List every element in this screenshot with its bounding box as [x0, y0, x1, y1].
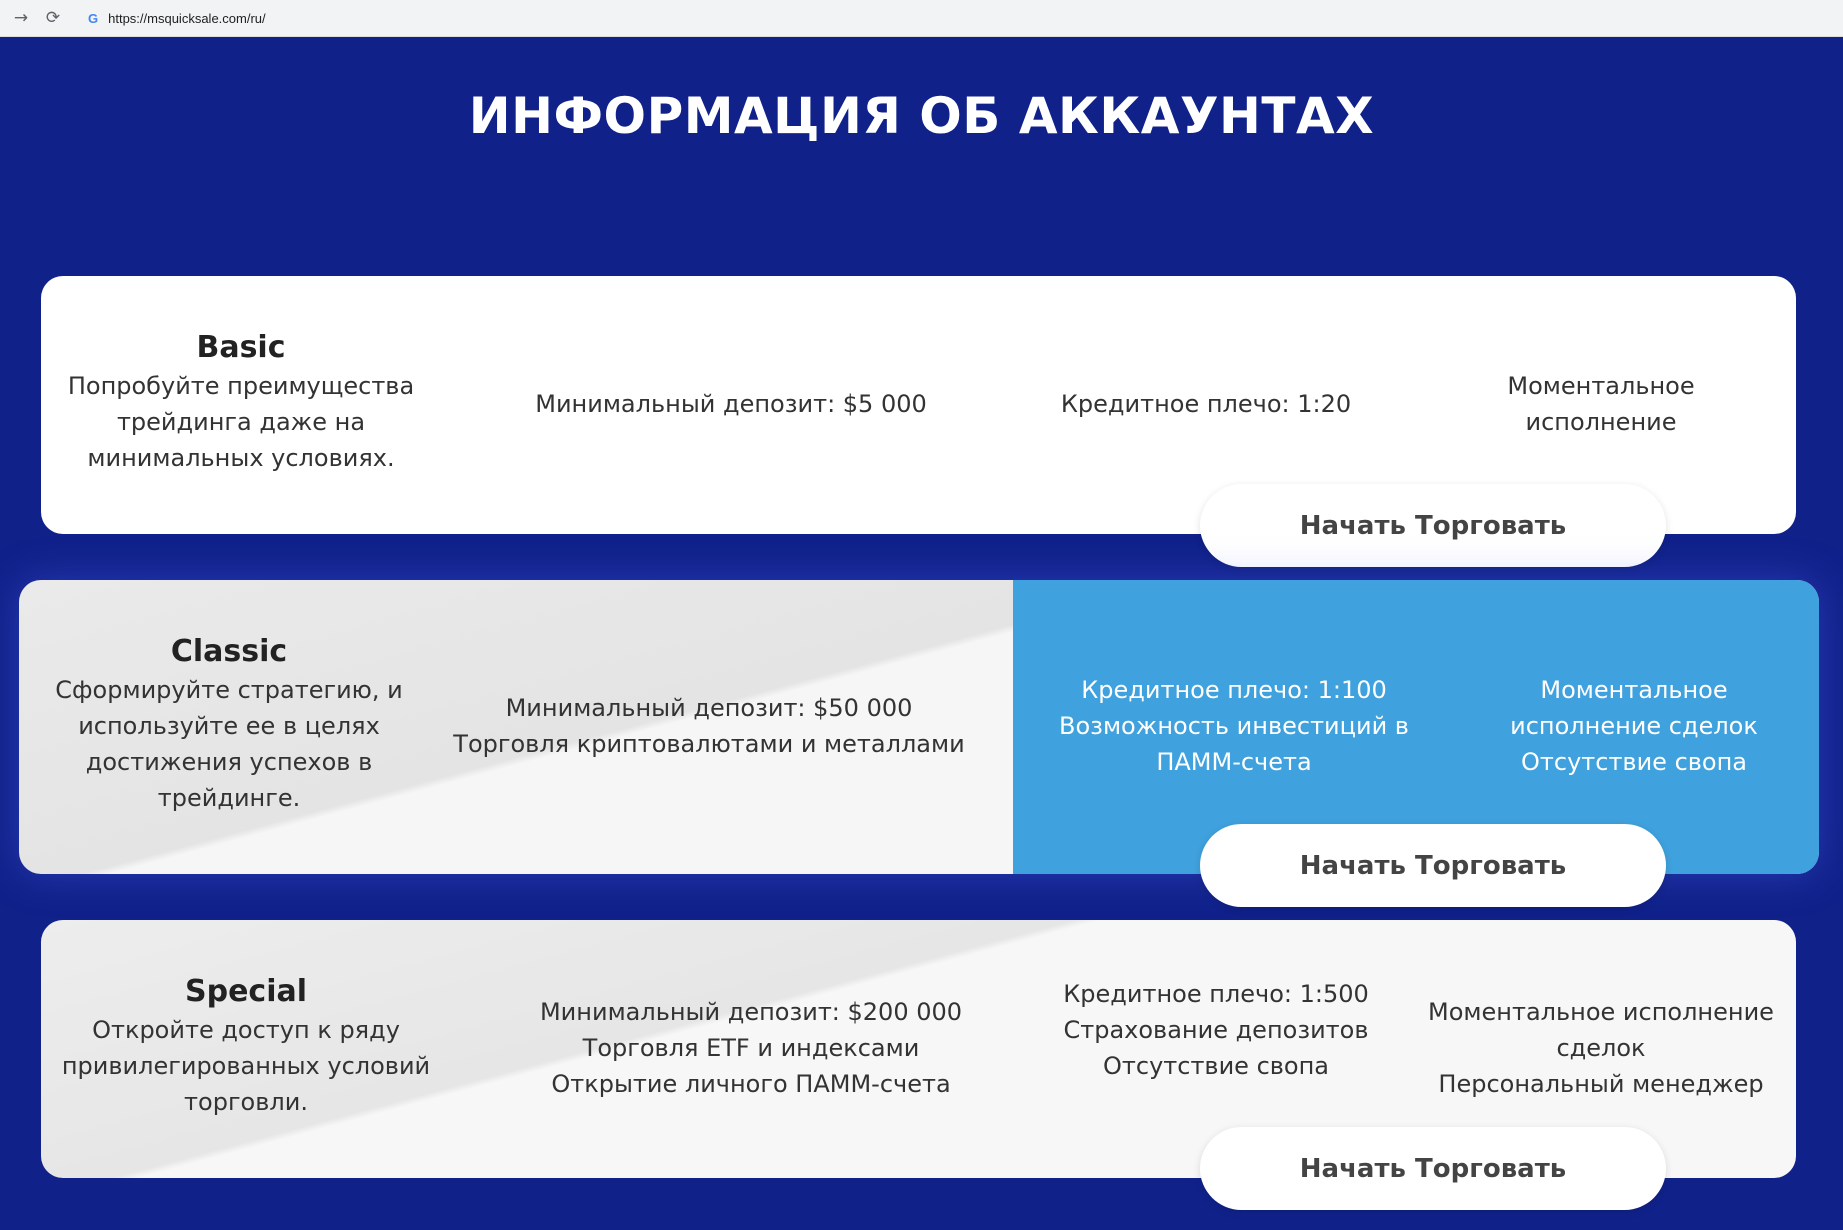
browser-address-bar: [0, 0, 1843, 37]
account-name: Special: [184, 974, 308, 1009]
account-description: Попробуйте преимущества трейдинга даже на минимальных условиях.: [67, 372, 415, 472]
account-description: Сформируйте стратегию, и используйте ее в целях достижения успехов в трейдинге.: [55, 676, 403, 812]
forward-arrow-icon[interactable]: →: [13, 8, 29, 28]
feature-line: Персональный менеджер: [1438, 1070, 1764, 1098]
feature-line: Моментальное исполнение сделок: [1428, 998, 1774, 1062]
leverage-line: Кредитное плечо: 1:500: [1063, 980, 1369, 1008]
deposit-info: [521, 386, 941, 422]
page-content: [0, 37, 1843, 1230]
account-info-classic: [29, 632, 429, 816]
account-name: Classic: [170, 634, 288, 669]
url-text[interactable]: https://msquicksale.com/ru/: [108, 10, 266, 26]
start-trading-button[interactable]: Начать Торговать: [1200, 824, 1666, 907]
start-trading-button[interactable]: Начать Торговать: [1200, 484, 1666, 567]
google-icon: G: [88, 10, 99, 26]
deposit-line: Открытие личного ПАММ-счета: [551, 1070, 951, 1098]
start-trading-button[interactable]: Начать Торговать: [1200, 1127, 1666, 1210]
deposit-line: Минимальный депозит: $200 000: [539, 998, 963, 1026]
leverage-line: Страхование депозитов: [1063, 1016, 1369, 1044]
account-description: Откройте доступ к ряду привилегированных условий торговли.: [61, 1016, 431, 1116]
deposit-line: Торговля криптовалютами и металлами: [453, 730, 965, 758]
deposit-line: Минимальный депозит: $5 000: [535, 390, 927, 418]
features-info: [1421, 994, 1781, 1102]
deposit-line: Минимальный депозит: $50 000: [505, 694, 913, 722]
leverage-line: Отсутствие свопа: [1103, 1052, 1329, 1080]
page-title: ИНФОРМАЦИЯ ОБ АККАУНТАХ: [468, 87, 1375, 145]
account-info-special: [61, 972, 431, 1120]
features-info: [1471, 368, 1731, 440]
leverage-info: [1061, 976, 1371, 1084]
deposit-info: [449, 690, 969, 762]
leverage-line: Возможность инвестиций в ПАММ-счета: [1059, 712, 1409, 776]
leverage-line: Кредитное плечо: 1:20: [1060, 390, 1352, 418]
leverage-info: [1041, 386, 1371, 422]
deposit-line: Торговля ETF и индексами: [582, 1034, 920, 1062]
feature-line: Моментальное исполнение сделок: [1510, 676, 1758, 740]
reload-icon[interactable]: ⟳: [45, 8, 61, 28]
account-info-basic: [61, 328, 421, 476]
account-name: Basic: [196, 330, 286, 365]
deposit-info: [521, 994, 981, 1102]
leverage-line: Кредитное плечо: 1:100: [1081, 676, 1387, 704]
features-info: [1489, 672, 1779, 780]
leverage-info: [1039, 672, 1429, 780]
feature-line: Отсутствие свопа: [1521, 748, 1747, 776]
feature-line: Моментальное исполнение: [1507, 372, 1695, 436]
